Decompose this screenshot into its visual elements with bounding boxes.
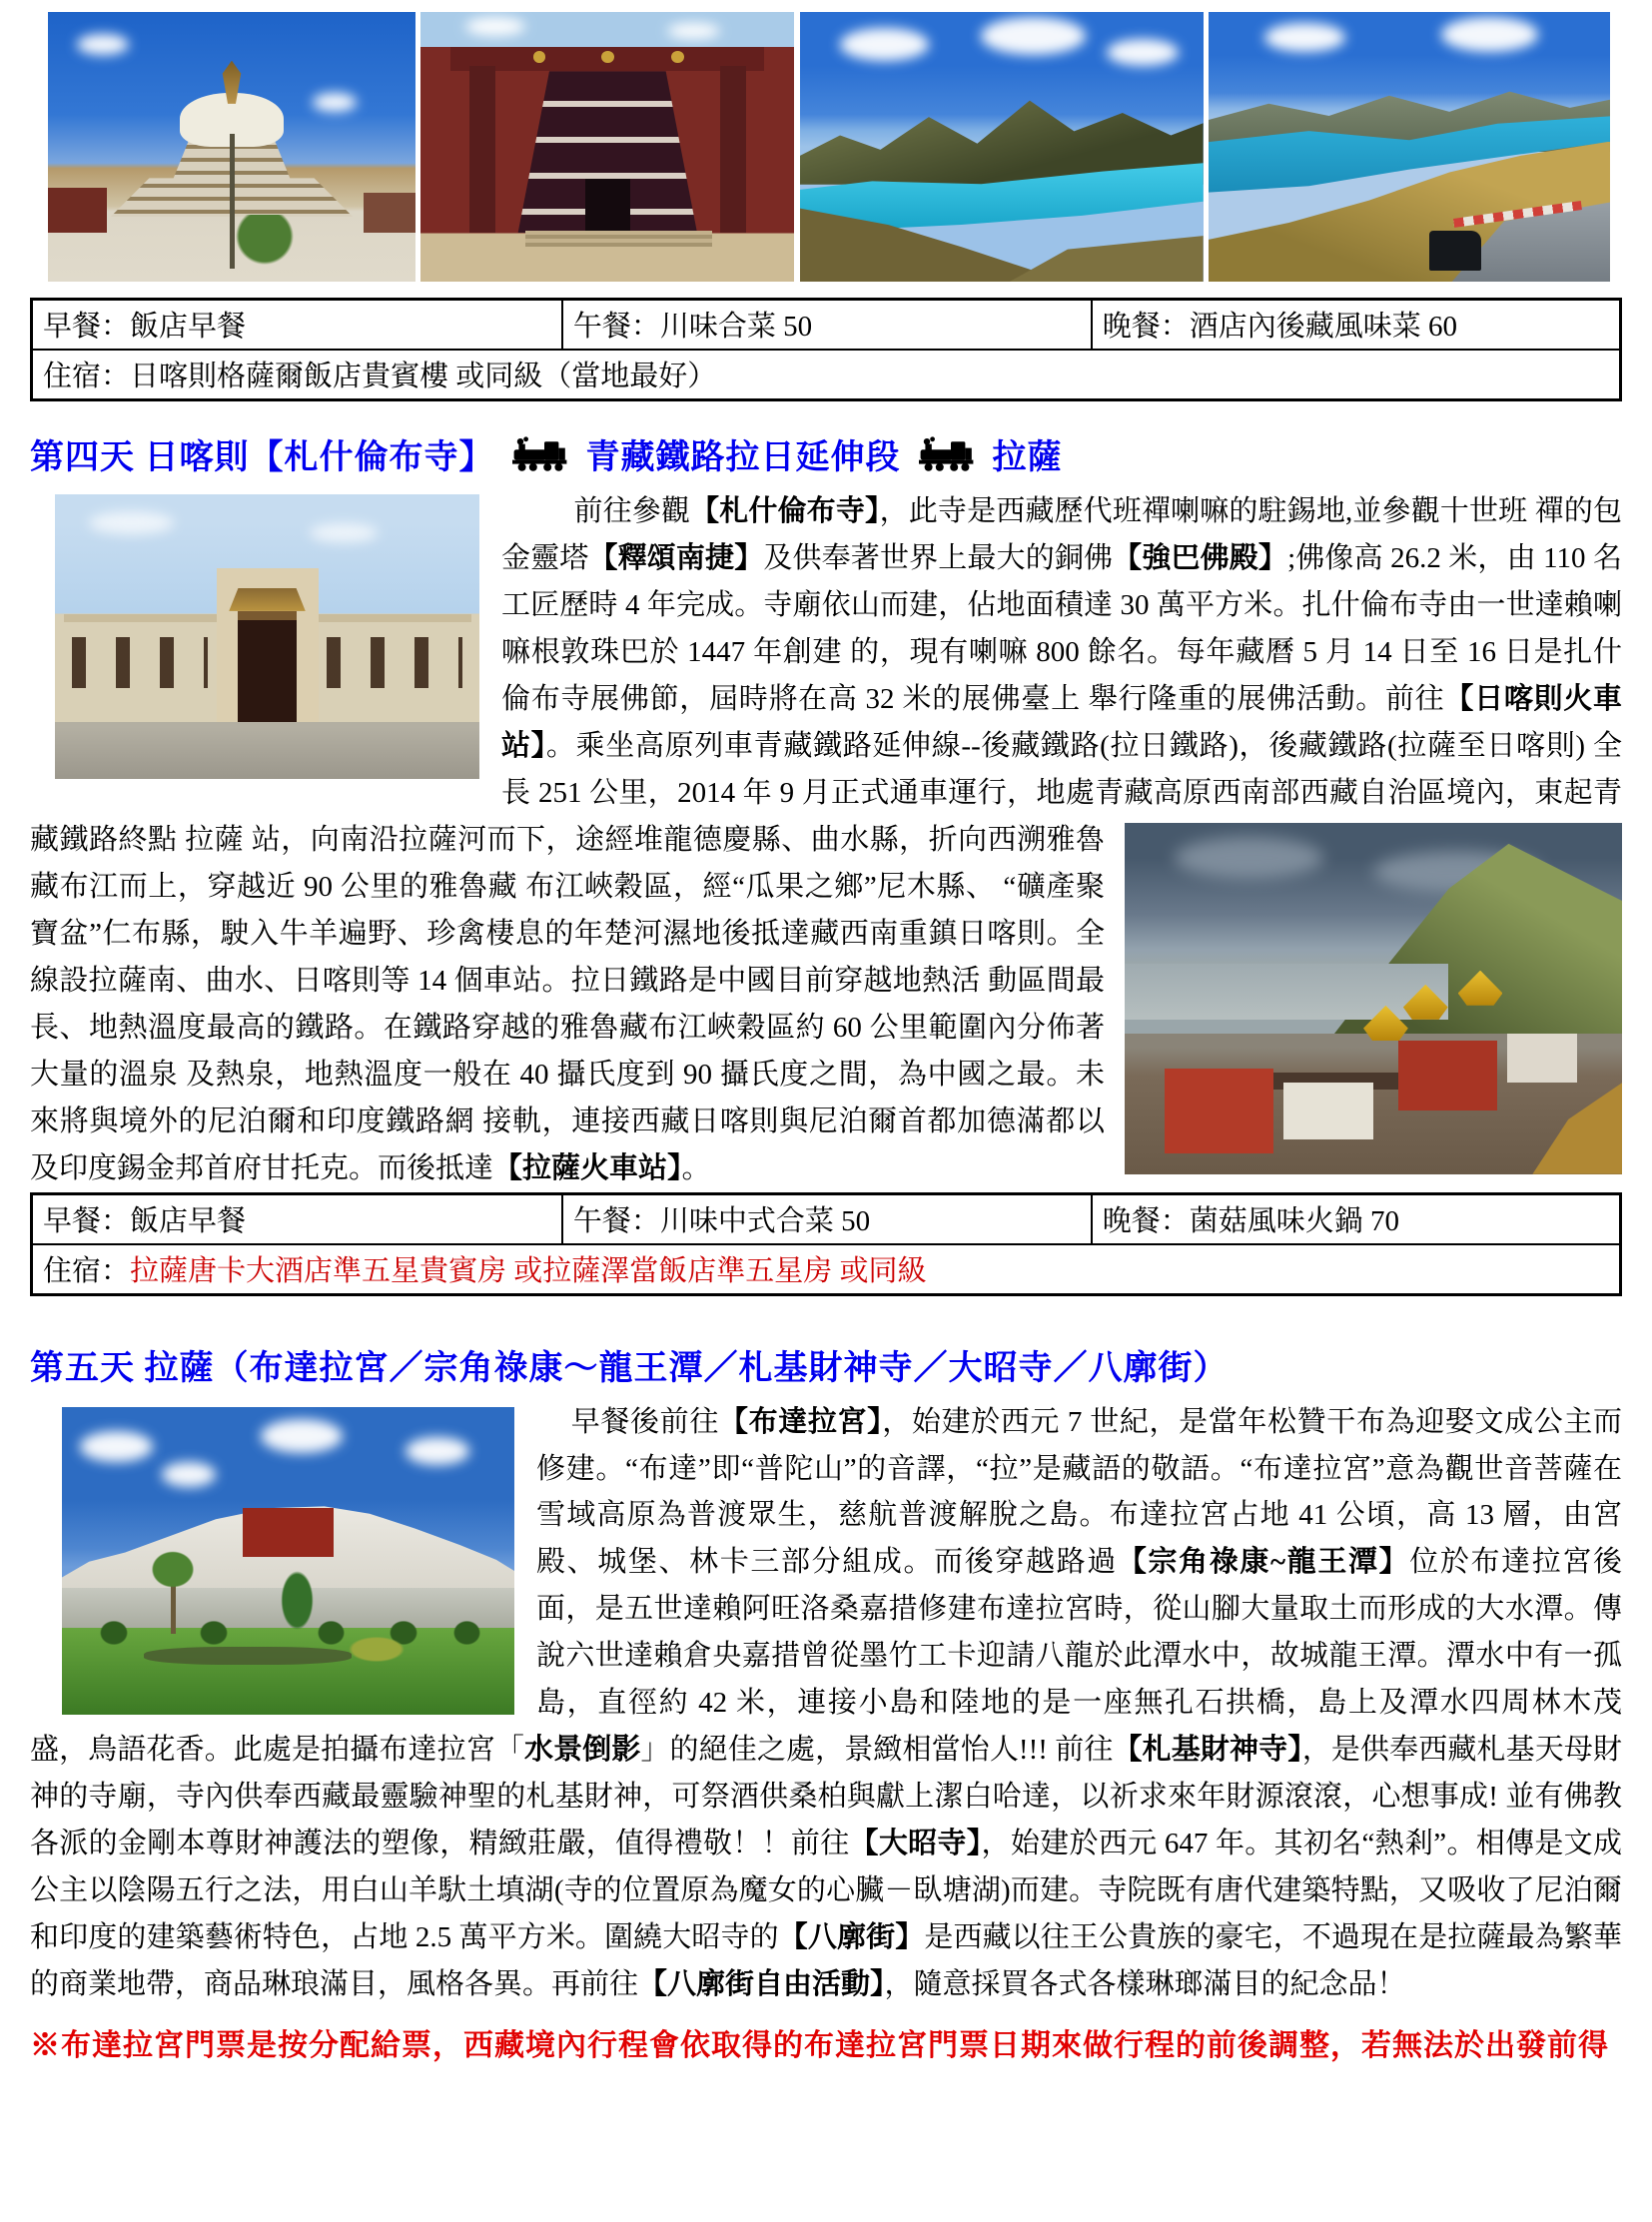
lunch-cell: 午餐：川味中式合菜 50	[562, 1193, 1092, 1244]
photo-shape	[148, 1548, 198, 1591]
photo-shape	[162, 1462, 216, 1487]
photo-shape	[981, 17, 1086, 55]
potala-ticket-footnote: ※布達拉宮門票是按分配給票，西藏境內行程會依取得的布達拉宮門票日期來做行程的前後調整，若無法於出發前得	[30, 2029, 1609, 2063]
photo-shape	[465, 17, 525, 36]
text-segment: 。	[681, 1151, 711, 1184]
text-segment: 【八廓街】	[778, 1921, 925, 1954]
day4-meal-table	[30, 1192, 1622, 1296]
photo-shape	[198, 1619, 230, 1647]
photo-shape	[1125, 964, 1448, 1020]
day5-heading-text: 第五天 拉薩（布達拉宮／宗角祿康～龍王潭／札基財神寺／大昭寺／八廓街）	[30, 1349, 1229, 1387]
photo-shape	[243, 1508, 334, 1557]
text-segment: ，隨意採買各式各樣琳瑯滿目的紀念品！	[884, 1968, 1406, 2001]
day3-meal-table	[30, 298, 1622, 401]
text-segment: 前往參觀	[573, 495, 691, 527]
day5-body	[30, 1399, 1622, 2009]
photo-shape	[232, 215, 298, 269]
photo-yamdrok-lake	[800, 12, 1204, 282]
photo-shape	[720, 66, 746, 233]
table-row	[32, 1193, 1621, 1244]
photo-shape	[1398, 1041, 1498, 1111]
photo-shape	[313, 93, 357, 112]
photo-monastery-gate	[420, 12, 794, 282]
photo-shape	[238, 611, 298, 722]
lodging-cell: 住宿：日喀則格薩爾飯店貴賓樓 或同級（當地最好）	[32, 350, 1621, 400]
photo-shape	[261, 1419, 343, 1453]
text-segment: 」的絕佳之處，景緻相當怡人!!! 前往	[640, 1734, 1114, 1767]
text-segment: 拉薩 站，向南沿拉薩河而下，途經堆龍德慶縣、曲水縣，折向西溯雅魯藏布江而上，穿越近 90 公里的雅魯藏 布江峽穀區，經“瓜果之鄉”尼木縣、 “礦產聚寶盆”仁布縣，駛入牛羊遍野、珍禽棲息的年楚河濕地後抵達藏西南重鎮日喀則。全線設拉薩南、曲水、日喀則等 14 個車站。拉日鐵路是中國目前穿越地熱活 動區間最長、地熱溫度最高的鐵路。在鐵路穿越的雅魯藏布江峽穀區約 60 公里範圍內分佈著大量的溫泉 及熱泉，地熱溫度一般在 40 攝氏度到 90 攝氏度之間，為中國之最。未來將與境外的尼泊爾和印度鐵路網 接軌，連接西藏日喀則與尼泊爾首都加德滿都以及印度錫金邦首府甘托克。而後抵達	[30, 823, 1105, 1184]
text-segment: 位於布達拉宮後面，是五世達賴阿旺洛桑嘉措修建布達拉宮時，從山腳大量取土而形成的大水潭。傳說六世達賴倉央嘉措曾從墨竹工卡迎請八龍於此潭水中，故城龍王潭。潭水中有一孤島，直徑約 42 米，連接小島和陸地的是一座無孔石拱橋，島上及潭水四周林木茂盛，鳥語花香。此處是拍攝布達拉宮「	[30, 1546, 1622, 1767]
photo-lake-road	[1209, 12, 1610, 282]
lodging-label: 住宿：	[43, 1254, 131, 1287]
text-segment: 【釋頌南捷】	[588, 541, 764, 574]
text-segment: 及供奉著世界上最大的銅佛	[763, 541, 1114, 574]
photo-shape	[667, 23, 719, 39]
photo-tashilhunpo-cityview	[1125, 823, 1622, 1174]
photo-shape	[1441, 17, 1537, 52]
text-segment: 【日喀則火車站】	[501, 682, 1622, 762]
lunch-cell: 午餐：川味合菜 50	[562, 300, 1092, 351]
text-segment: ，此寺是西藏歷代班禪喇嘛的駐錫地,並參觀十世班 禪的包金靈塔	[501, 495, 1622, 574]
day4-paragraph-b	[30, 824, 1105, 1184]
photo-potala-palace	[62, 1407, 514, 1715]
photo-shape	[364, 193, 415, 234]
photo-shape	[1107, 39, 1180, 66]
photo-shape	[1429, 231, 1481, 272]
text-segment: 早餐後前往	[570, 1405, 719, 1438]
day5-heading	[30, 1340, 1622, 1389]
photo-shape	[1264, 23, 1344, 53]
photo-shigatse-station	[55, 494, 479, 779]
photo-shape	[98, 1619, 130, 1647]
photo-gyantse-stupa	[48, 12, 415, 282]
day4-body	[30, 488, 1622, 1192]
photo-shape	[585, 179, 630, 233]
text-segment: 【強巴佛殿】	[1113, 541, 1288, 574]
lodging-hotel-names: 拉薩唐卡大酒店準五星貴賓房 或拉薩澤當飯店準五星房 或同級	[130, 1254, 927, 1287]
day4-heading-part2: 青藏鐵路拉日延伸段	[585, 439, 901, 476]
photo-shape	[601, 51, 614, 63]
photo-shape	[343, 1634, 411, 1665]
text-segment: 【札什倫布寺】	[690, 495, 880, 527]
text-segment: 是西藏以往王公貴族的豪宅，不過現在是拉薩最為繁華的商業地帶，商品琳琅滿目，風格各異。再前往	[30, 1921, 1622, 2001]
day4-heading-part3: 拉薩	[992, 439, 1063, 476]
photo-shape	[310, 523, 378, 543]
photo-shape	[406, 1437, 468, 1465]
text-segment: ;佛像高 26.2 米，由 110 名工匠歷時 4 年完成。寺廟依山而建，佔地面積達 30 萬平方米。扎什倫布寺由一世達賴喇嘛根敦珠巴於 1447 年創建 的，現有喇嘛 800 餘名。每年藏曆 5 月 14 日至 16 日是扎什倫布寺展佛節，屆時將在高 32 米的展佛臺上 舉行隆重的展佛活動。前往	[501, 541, 1622, 715]
photo-shape	[451, 1619, 483, 1647]
text-segment: 【大昭寺】	[849, 1828, 982, 1860]
train-icon	[512, 436, 568, 472]
text-segment: ，是供奉西藏札基天母財神的寺廟，寺內供奉西藏最靈驗神聖的札基財神，可祭酒供桑柏與獻上潔白哈達，以祈求來年財源滾滾，心想事成! 並有佛教各派的金剛本尊財神護法的塑像，精緻莊嚴，值得禮敬！！前往	[30, 1734, 1622, 1860]
text-segment: 【拉薩火車站】	[493, 1151, 682, 1184]
photo-shape	[1283, 1083, 1373, 1138]
photo-shape	[80, 1431, 152, 1462]
photo-shape	[89, 511, 174, 534]
photo-shape	[1507, 1034, 1577, 1083]
photo-shape	[1175, 837, 1323, 879]
train-icon	[919, 436, 975, 472]
table-row	[32, 300, 1621, 351]
breakfast-cell: 早餐：飯店早餐	[32, 1193, 562, 1244]
lodging-cell	[32, 1244, 1621, 1295]
photo-shape	[144, 1647, 352, 1665]
photo-shape	[48, 188, 107, 234]
text-segment: ，始建於西元 647 年。其初名“熱剎”。相傳是文成公主以陰陽五行之法，用白山羊馱土填湖(寺的位置原為魔女的心臟－臥塘湖)而建。寺院既有唐代建築特點，又吸收了尼泊爾和印度的建築藝術特色，占地 2.5 萬平方米。圍繞大昭寺的	[30, 1828, 1622, 1954]
text-segment: 【宗角祿康~龍王潭】	[1117, 1546, 1410, 1579]
photo-shape	[327, 637, 462, 688]
breakfast-cell: 早餐：飯店早餐	[32, 300, 562, 351]
photo-shape	[525, 231, 712, 247]
dinner-cell: 晚餐：酒店內後藏風味菜 60	[1092, 300, 1621, 351]
table-row	[32, 1244, 1621, 1295]
text-segment: ，始建於西元 7 世紀，是當年松贊干布為迎娶文成公主而修建。“布達”即“普陀山”的音譯，“拉”是藏語的敬語。“布達拉宮”意為觀世音菩薩在雪域高原為普渡眾生，慈航普渡解脫之島。布達拉宮占地 41 公頃，高 13 層，由宮殿、城堡、林卡三部分組成。而後穿越路過	[536, 1405, 1622, 1579]
photo-shape	[671, 51, 684, 63]
text-segment: 【札基財神寺】	[1113, 1734, 1302, 1767]
photo-shape	[840, 28, 929, 60]
photo-shape	[62, 1628, 514, 1714]
photo-shape	[77, 34, 129, 56]
dinner-cell: 晚餐：菌菇風味火鍋 70	[1092, 1193, 1621, 1244]
text-segment: 。乘坐高原列車青藏鐵路延伸線--後藏鐵路(拉日鐵路)，後藏鐵路(拉薩至日喀則) 全長 251 公里，2014 年 9 月正式通車運行，地處青藏高原西南部西藏自治區境內，東起青藏鐵路終點	[30, 729, 1622, 856]
text-segment: 【布達拉宮】	[718, 1405, 883, 1438]
photo-shape	[72, 637, 208, 688]
photo-shape	[279, 1567, 315, 1635]
photo-strip	[30, 12, 1622, 282]
day4-heading	[30, 429, 1622, 478]
day4-heading-part1: 第四天 日喀則【札什倫布寺】	[30, 439, 494, 476]
photo-shape	[1165, 1069, 1274, 1152]
text-segment: 【八廓街自由活動】	[638, 1968, 885, 2001]
photo-shape	[469, 66, 495, 233]
table-row	[32, 350, 1621, 400]
text-segment: 水景倒影	[523, 1734, 641, 1767]
photo-shape	[1010, 228, 1204, 282]
photo-shape	[229, 588, 306, 611]
